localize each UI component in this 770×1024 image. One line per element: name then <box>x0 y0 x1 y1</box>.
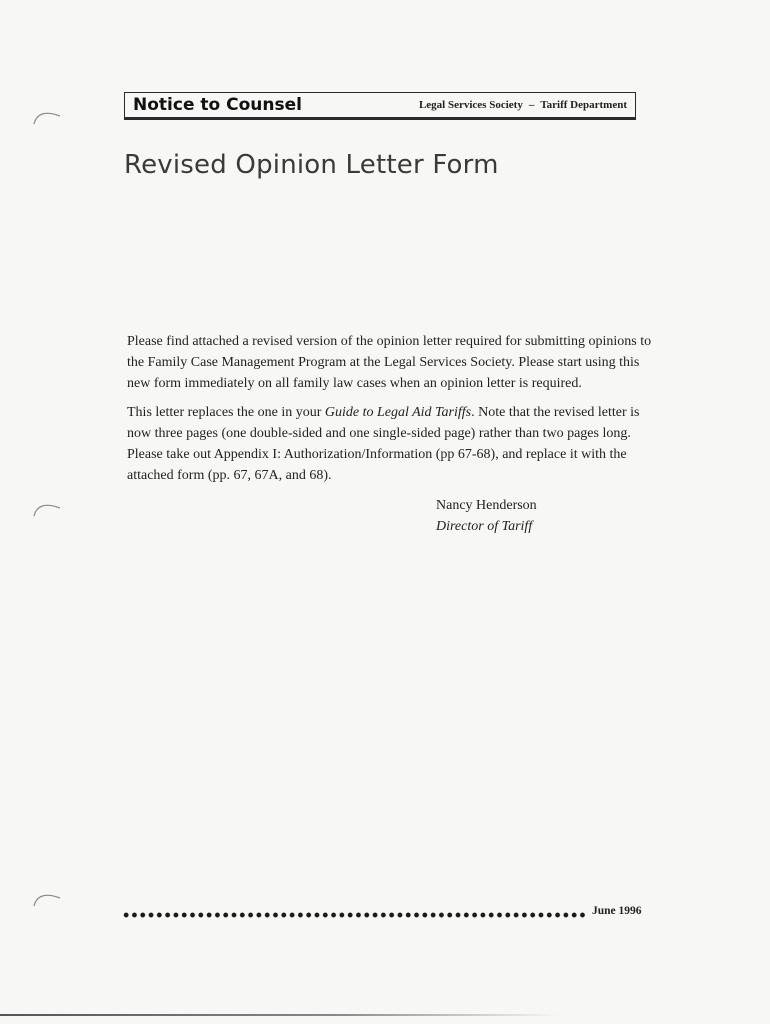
signature-block <box>436 495 537 537</box>
document-title: Revised Opinion Letter Form <box>124 150 499 180</box>
notice-header <box>124 92 636 120</box>
footer-date: June 1996 <box>592 905 642 917</box>
text-segment: This letter replaces the one in your <box>127 405 325 420</box>
text-segment: . Note that the revised letter is <box>471 405 640 420</box>
header-organization <box>419 99 627 111</box>
paragraph-1 <box>127 331 652 394</box>
paragraph-line <box>127 402 640 423</box>
signatory-name: Nancy Henderson <box>436 498 537 513</box>
paragraph-line: attached form (pp. 67, 67A, and 68). <box>127 468 332 483</box>
punch-hole-top <box>30 102 64 136</box>
header-separator: – <box>528 99 535 111</box>
footer-dotted-rule <box>122 912 588 918</box>
signatory-role: Director of Tariff <box>436 519 533 534</box>
punch-hole-bottom <box>30 884 64 918</box>
department-name: Tariff Department <box>540 99 627 111</box>
paragraph-line: Please take out Appendix I: Authorization/Information (pp 67-68), and replace it with the <box>127 447 627 462</box>
paragraph-line: new form immediately on all family law cases when an opinion letter is required. <box>127 376 582 391</box>
scan-edge-line <box>0 1014 560 1016</box>
paragraph-line: the Family Case Management Program at the Legal Services Society. Please start using this <box>127 355 640 370</box>
guide-title: Guide to Legal Aid Tariffs <box>324 405 472 420</box>
paragraph-line: Please find attached a revised version of the opinion letter required for submitting opinions to <box>127 334 652 349</box>
organization-name: Legal Services Society <box>418 99 523 111</box>
paragraph-2 <box>127 402 640 486</box>
punch-hole-middle <box>30 494 64 528</box>
notice-title: Notice to Counsel <box>133 95 302 115</box>
paragraph-line: now three pages (one double-sided and one single-sided page) rather than two pages long. <box>127 426 631 441</box>
